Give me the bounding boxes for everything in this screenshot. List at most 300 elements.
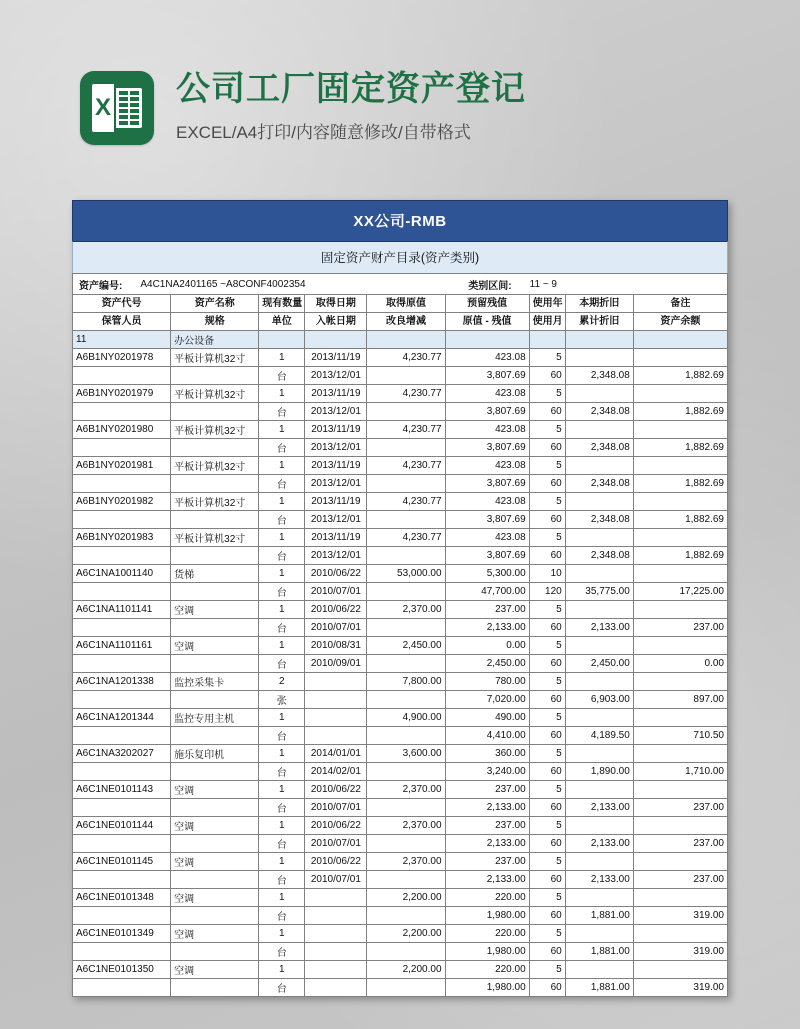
cell-unit[interactable]: 台 [259,727,305,745]
cell-quantity[interactable]: 1 [259,745,305,763]
cell-unit[interactable]: 台 [259,367,305,385]
cell-dep-accum[interactable]: 2,133.00 [565,871,633,889]
cell-balance[interactable]: 1,882.69 [633,403,727,421]
cell-asset-name[interactable]: 平板计算机32寸 [171,349,259,367]
cell-net-value[interactable]: 1,980.00 [445,943,529,961]
cell-quantity[interactable]: 1 [259,637,305,655]
cell-months[interactable]: 60 [529,691,565,709]
cell-dep-accum[interactable]: 1,881.00 [565,979,633,997]
cell-acq-value[interactable]: 2,200.00 [367,961,445,979]
cell-net-value[interactable]: 2,133.00 [445,835,529,853]
cell-balance[interactable]: 1,882.69 [633,367,727,385]
cell-asset-name[interactable]: 货梯 [171,565,259,583]
cell-months[interactable]: 60 [529,799,565,817]
cell-keeper[interactable] [73,871,171,889]
cell-net-value[interactable]: 3,807.69 [445,403,529,421]
cell-months[interactable]: 60 [529,907,565,925]
cell-keeper[interactable] [73,943,171,961]
cell-years[interactable]: 5 [529,421,565,439]
cell-unit[interactable]: 台 [259,763,305,781]
cell-keeper[interactable] [73,835,171,853]
cell-acq-date[interactable] [305,961,367,979]
cell-asset-name[interactable]: 平板计算机32寸 [171,529,259,547]
cell-balance[interactable]: 1,882.69 [633,475,727,493]
cell-dep-current[interactable] [565,385,633,403]
cell-improve[interactable] [367,871,445,889]
cell-asset-code[interactable]: A6C1NA1201338 [73,673,171,691]
cell-balance[interactable]: 1,882.69 [633,511,727,529]
cell-remark[interactable] [633,457,727,475]
cell-residual[interactable]: 0.00 [445,637,529,655]
cell-quantity[interactable]: 1 [259,493,305,511]
cell-balance[interactable]: 1,882.69 [633,439,727,457]
cell-dep-accum[interactable]: 2,348.08 [565,547,633,565]
cell-months[interactable]: 60 [529,871,565,889]
cell-quantity[interactable]: 1 [259,601,305,619]
cell-net-value[interactable]: 3,240.00 [445,763,529,781]
cell-quantity[interactable]: 1 [259,457,305,475]
cell-months[interactable]: 60 [529,547,565,565]
cell-net-value[interactable]: 2,133.00 [445,799,529,817]
cell-spec[interactable] [171,979,259,997]
cell-asset-name[interactable]: 空调 [171,601,259,619]
cell-unit[interactable]: 台 [259,655,305,673]
cell-spec[interactable] [171,835,259,853]
cell-dep-accum[interactable]: 1,881.00 [565,907,633,925]
cell-asset-name[interactable]: 平板计算机32寸 [171,493,259,511]
cell-keeper[interactable] [73,619,171,637]
cell-asset-code[interactable]: A6C1NE0101145 [73,853,171,871]
cell-acq-date[interactable] [305,709,367,727]
cell-asset-name[interactable]: 空调 [171,637,259,655]
cell-asset-name[interactable]: 平板计算机32寸 [171,421,259,439]
cell-unit[interactable]: 台 [259,511,305,529]
cell-remark[interactable] [633,493,727,511]
cell-residual[interactable]: 423.08 [445,457,529,475]
cell-unit[interactable]: 台 [259,871,305,889]
cell-asset-code[interactable]: A6C1NA1201344 [73,709,171,727]
cell-residual[interactable]: 360.00 [445,745,529,763]
cell-acq-value[interactable]: 2,200.00 [367,889,445,907]
cell-quantity[interactable]: 1 [259,565,305,583]
cell-net-value[interactable]: 3,807.69 [445,439,529,457]
cell-net-value[interactable]: 3,807.69 [445,367,529,385]
cell-residual[interactable]: 237.00 [445,601,529,619]
cell-residual[interactable]: 237.00 [445,817,529,835]
cell-keeper[interactable] [73,799,171,817]
cell-months[interactable]: 60 [529,943,565,961]
cell-remark[interactable] [633,745,727,763]
cell-balance[interactable]: 1,710.00 [633,763,727,781]
cell-dep-accum[interactable]: 2,348.08 [565,511,633,529]
cell-acq-value[interactable]: 4,230.77 [367,529,445,547]
cell-net-value[interactable]: 2,133.00 [445,871,529,889]
cell-dep-current[interactable] [565,601,633,619]
cell-acq-value[interactable]: 2,200.00 [367,925,445,943]
cell-acq-date[interactable]: 2013/11/19 [305,421,367,439]
cell-remark[interactable] [633,385,727,403]
cell-dep-current[interactable] [565,745,633,763]
cell-balance[interactable]: 897.00 [633,691,727,709]
cell-asset-code[interactable]: A6C1NA1101141 [73,601,171,619]
cell-quantity[interactable]: 1 [259,421,305,439]
cell-balance[interactable]: 710.50 [633,727,727,745]
cell-remark[interactable] [633,565,727,583]
cell-dep-accum[interactable]: 2,450.00 [565,655,633,673]
cell-acq-date[interactable] [305,673,367,691]
cell-unit[interactable]: 台 [259,799,305,817]
cell-months[interactable]: 60 [529,835,565,853]
cell-balance[interactable]: 17,225.00 [633,583,727,601]
cell-acq-value[interactable]: 4,230.77 [367,385,445,403]
category-name[interactable]: 办公设备 [171,331,259,349]
cell-keeper[interactable] [73,547,171,565]
cell-residual[interactable]: 5,300.00 [445,565,529,583]
cell-remark[interactable] [633,349,727,367]
cell-entry-date[interactable]: 2013/12/01 [305,475,367,493]
cell-months[interactable]: 60 [529,979,565,997]
cell-dep-accum[interactable]: 2,133.00 [565,835,633,853]
cell-entry-date[interactable] [305,943,367,961]
cell-asset-code[interactable]: A6B1NY0201981 [73,457,171,475]
cell-acq-date[interactable]: 2013/11/19 [305,349,367,367]
cell-spec[interactable] [171,547,259,565]
cell-keeper[interactable] [73,439,171,457]
cell-unit[interactable]: 台 [259,979,305,997]
cell-net-value[interactable]: 1,980.00 [445,979,529,997]
cell-acq-value[interactable]: 4,230.77 [367,421,445,439]
cell-asset-name[interactable]: 空调 [171,925,259,943]
cell-asset-code[interactable]: A6C1NE0101350 [73,961,171,979]
cell-residual[interactable]: 423.08 [445,421,529,439]
cell-asset-name[interactable]: 空调 [171,961,259,979]
cell-improve[interactable] [367,763,445,781]
cell-dep-current[interactable] [565,493,633,511]
cell-acq-date[interactable]: 2014/01/01 [305,745,367,763]
cell-dep-current[interactable] [565,853,633,871]
cell-spec[interactable] [171,943,259,961]
cell-asset-code[interactable]: A6C1NE0101143 [73,781,171,799]
cell-asset-name[interactable]: 监控专用主机 [171,709,259,727]
cell-asset-code[interactable]: A6B1NY0201978 [73,349,171,367]
cell-quantity[interactable]: 1 [259,853,305,871]
cell-spec[interactable] [171,727,259,745]
cell-unit[interactable]: 张 [259,691,305,709]
cell-asset-code[interactable]: A6C1NA1101161 [73,637,171,655]
cell-improve[interactable] [367,367,445,385]
cell-dep-accum[interactable]: 1,881.00 [565,943,633,961]
cell-acq-date[interactable]: 2013/11/19 [305,529,367,547]
cell-residual[interactable]: 220.00 [445,961,529,979]
cell-entry-date[interactable]: 2013/12/01 [305,439,367,457]
cell-quantity[interactable]: 1 [259,961,305,979]
cell-entry-date[interactable]: 2010/09/01 [305,655,367,673]
cell-months[interactable]: 60 [529,439,565,457]
cell-dep-accum[interactable]: 2,348.08 [565,475,633,493]
cell-dep-current[interactable] [565,889,633,907]
cell-residual[interactable]: 220.00 [445,925,529,943]
cell-entry-date[interactable]: 2013/12/01 [305,367,367,385]
cell-residual[interactable]: 220.00 [445,889,529,907]
cell-balance[interactable]: 1,882.69 [633,547,727,565]
category-blank-cell[interactable] [367,331,445,349]
cell-years[interactable]: 10 [529,565,565,583]
cell-acq-value[interactable]: 4,230.77 [367,493,445,511]
cell-acq-value[interactable]: 2,370.00 [367,817,445,835]
cell-improve[interactable] [367,619,445,637]
cell-dep-accum[interactable]: 2,348.08 [565,367,633,385]
cell-spec[interactable] [171,619,259,637]
cell-remark[interactable] [633,421,727,439]
cell-residual[interactable]: 423.08 [445,529,529,547]
cell-entry-date[interactable]: 2010/07/01 [305,871,367,889]
cell-net-value[interactable]: 2,133.00 [445,619,529,637]
cell-dep-accum[interactable]: 2,133.00 [565,619,633,637]
cell-spec[interactable] [171,475,259,493]
cell-quantity[interactable]: 1 [259,925,305,943]
cell-net-value[interactable]: 4,410.00 [445,727,529,745]
cell-months[interactable]: 60 [529,727,565,745]
cell-acq-date[interactable]: 2010/06/22 [305,817,367,835]
cell-improve[interactable] [367,691,445,709]
cell-residual[interactable]: 490.00 [445,709,529,727]
category-blank-cell[interactable] [633,331,727,349]
cell-acq-date[interactable]: 2010/06/22 [305,601,367,619]
cell-remark[interactable] [633,709,727,727]
cell-acq-date[interactable]: 2010/08/31 [305,637,367,655]
cell-improve[interactable] [367,583,445,601]
cell-quantity[interactable]: 1 [259,385,305,403]
cell-months[interactable]: 60 [529,475,565,493]
cell-dep-accum[interactable]: 2,133.00 [565,799,633,817]
cell-acq-value[interactable]: 4,900.00 [367,709,445,727]
cell-keeper[interactable] [73,403,171,421]
cell-residual[interactable]: 423.08 [445,385,529,403]
cell-acq-value[interactable]: 2,370.00 [367,601,445,619]
cell-acq-date[interactable]: 2010/06/22 [305,781,367,799]
cell-acq-date[interactable]: 2013/11/19 [305,493,367,511]
cell-net-value[interactable]: 2,450.00 [445,655,529,673]
cell-asset-code[interactable]: A6B1NY0201983 [73,529,171,547]
cell-months[interactable]: 60 [529,763,565,781]
cell-remark[interactable] [633,637,727,655]
cell-remark[interactable] [633,961,727,979]
cell-net-value[interactable]: 3,807.69 [445,547,529,565]
cell-years[interactable]: 5 [529,853,565,871]
cell-dep-accum[interactable]: 1,890.00 [565,763,633,781]
cell-dep-current[interactable] [565,961,633,979]
cell-acq-value[interactable]: 3,600.00 [367,745,445,763]
cell-years[interactable]: 5 [529,925,565,943]
cell-improve[interactable] [367,511,445,529]
cell-improve[interactable] [367,979,445,997]
cell-dep-accum[interactable]: 4,189.50 [565,727,633,745]
cell-spec[interactable] [171,403,259,421]
cell-months[interactable]: 60 [529,655,565,673]
cell-spec[interactable] [171,511,259,529]
cell-dep-current[interactable] [565,709,633,727]
cell-keeper[interactable] [73,583,171,601]
cell-unit[interactable]: 台 [259,475,305,493]
cell-dep-current[interactable] [565,781,633,799]
cell-acq-value[interactable]: 2,370.00 [367,781,445,799]
category-code[interactable]: 11 [73,331,171,349]
cell-balance[interactable]: 237.00 [633,835,727,853]
cell-improve[interactable] [367,907,445,925]
cell-improve[interactable] [367,835,445,853]
cell-unit[interactable]: 台 [259,835,305,853]
cell-entry-date[interactable]: 2014/02/01 [305,763,367,781]
cell-months[interactable]: 60 [529,367,565,385]
category-blank-cell[interactable] [529,331,565,349]
cell-acq-value[interactable]: 53,000.00 [367,565,445,583]
cell-improve[interactable] [367,403,445,421]
category-blank-cell[interactable] [259,331,305,349]
cell-years[interactable]: 5 [529,457,565,475]
cell-asset-code[interactable]: A6C1NE0101348 [73,889,171,907]
cell-entry-date[interactable]: 2010/07/01 [305,583,367,601]
cell-months[interactable]: 120 [529,583,565,601]
cell-months[interactable]: 60 [529,511,565,529]
cell-years[interactable]: 5 [529,745,565,763]
cell-dep-current[interactable] [565,673,633,691]
cell-quantity[interactable]: 1 [259,781,305,799]
cell-net-value[interactable]: 1,980.00 [445,907,529,925]
cell-asset-name[interactable]: 空调 [171,817,259,835]
cell-unit[interactable]: 台 [259,907,305,925]
cell-asset-name[interactable]: 平板计算机32寸 [171,385,259,403]
cell-asset-code[interactable]: A6C1NE0101349 [73,925,171,943]
cell-entry-date[interactable] [305,727,367,745]
cell-unit[interactable]: 台 [259,619,305,637]
cell-net-value[interactable]: 7,020.00 [445,691,529,709]
cell-residual[interactable]: 237.00 [445,853,529,871]
cell-entry-date[interactable]: 2013/12/01 [305,511,367,529]
cell-remark[interactable] [633,673,727,691]
cell-improve[interactable] [367,655,445,673]
cell-unit[interactable]: 台 [259,439,305,457]
cell-net-value[interactable]: 47,700.00 [445,583,529,601]
cell-acq-date[interactable] [305,925,367,943]
cell-entry-date[interactable] [305,907,367,925]
cell-years[interactable]: 5 [529,529,565,547]
cell-residual[interactable]: 423.08 [445,493,529,511]
cell-years[interactable]: 5 [529,493,565,511]
cell-improve[interactable] [367,799,445,817]
cell-acq-date[interactable]: 2010/06/22 [305,565,367,583]
cell-quantity[interactable]: 2 [259,673,305,691]
category-blank-cell[interactable] [445,331,529,349]
cell-remark[interactable] [633,781,727,799]
cell-asset-name[interactable]: 施乐复印机 [171,745,259,763]
cell-dep-current[interactable] [565,349,633,367]
cell-dep-accum[interactable]: 6,903.00 [565,691,633,709]
cell-dep-accum[interactable]: 35,775.00 [565,583,633,601]
cell-acq-date[interactable]: 2013/11/19 [305,457,367,475]
cell-years[interactable]: 5 [529,637,565,655]
cell-years[interactable]: 5 [529,349,565,367]
cell-balance[interactable]: 319.00 [633,979,727,997]
cell-dep-current[interactable] [565,565,633,583]
cell-keeper[interactable] [73,475,171,493]
cell-keeper[interactable] [73,727,171,745]
cell-spec[interactable] [171,799,259,817]
cell-spec[interactable] [171,583,259,601]
cell-balance[interactable]: 237.00 [633,619,727,637]
cell-balance[interactable]: 237.00 [633,799,727,817]
cell-asset-code[interactable]: A6C1NE0101144 [73,817,171,835]
cell-remark[interactable] [633,529,727,547]
cell-acq-date[interactable] [305,889,367,907]
cell-remark[interactable] [633,889,727,907]
cell-entry-date[interactable]: 2010/07/01 [305,799,367,817]
cell-months[interactable]: 60 [529,619,565,637]
cell-spec[interactable] [171,907,259,925]
cell-quantity[interactable]: 1 [259,709,305,727]
cell-residual[interactable]: 780.00 [445,673,529,691]
cell-acq-value[interactable]: 7,800.00 [367,673,445,691]
cell-dep-current[interactable] [565,817,633,835]
category-blank-cell[interactable] [305,331,367,349]
cell-dep-current[interactable] [565,457,633,475]
cell-remark[interactable] [633,853,727,871]
cell-remark[interactable] [633,601,727,619]
cell-keeper[interactable] [73,763,171,781]
cell-asset-name[interactable]: 空调 [171,781,259,799]
cell-spec[interactable] [171,871,259,889]
cell-entry-date[interactable] [305,979,367,997]
cell-acq-value[interactable]: 2,450.00 [367,637,445,655]
cell-entry-date[interactable] [305,691,367,709]
cell-years[interactable]: 5 [529,673,565,691]
cell-quantity[interactable]: 1 [259,817,305,835]
cell-asset-code[interactable]: A6C1NA1001140 [73,565,171,583]
cell-dep-accum[interactable]: 2,348.08 [565,439,633,457]
cell-balance[interactable]: 0.00 [633,655,727,673]
cell-asset-name[interactable]: 空调 [171,853,259,871]
cell-residual[interactable]: 237.00 [445,781,529,799]
cell-quantity[interactable]: 1 [259,349,305,367]
cell-asset-code[interactable]: A6B1NY0201980 [73,421,171,439]
cell-acq-value[interactable]: 2,370.00 [367,853,445,871]
cell-balance[interactable]: 319.00 [633,943,727,961]
cell-spec[interactable] [171,367,259,385]
cell-acq-date[interactable]: 2010/06/22 [305,853,367,871]
cell-years[interactable]: 5 [529,817,565,835]
cell-quantity[interactable]: 1 [259,529,305,547]
cell-asset-name[interactable]: 空调 [171,889,259,907]
cell-acq-value[interactable]: 4,230.77 [367,457,445,475]
cell-asset-name[interactable]: 监控采集卡 [171,673,259,691]
cell-improve[interactable] [367,943,445,961]
cell-asset-code[interactable]: A6C1NA3202027 [73,745,171,763]
cell-dep-current[interactable] [565,529,633,547]
cell-years[interactable]: 5 [529,781,565,799]
cell-unit[interactable]: 台 [259,943,305,961]
cell-net-value[interactable]: 3,807.69 [445,475,529,493]
cell-keeper[interactable] [73,907,171,925]
cell-years[interactable]: 5 [529,601,565,619]
cell-quantity[interactable]: 1 [259,889,305,907]
cell-entry-date[interactable]: 2013/12/01 [305,547,367,565]
cell-unit[interactable]: 台 [259,403,305,421]
cell-years[interactable]: 5 [529,385,565,403]
cell-unit[interactable]: 台 [259,547,305,565]
cell-improve[interactable] [367,547,445,565]
cell-dep-current[interactable] [565,925,633,943]
cell-years[interactable]: 5 [529,709,565,727]
cell-dep-current[interactable] [565,637,633,655]
